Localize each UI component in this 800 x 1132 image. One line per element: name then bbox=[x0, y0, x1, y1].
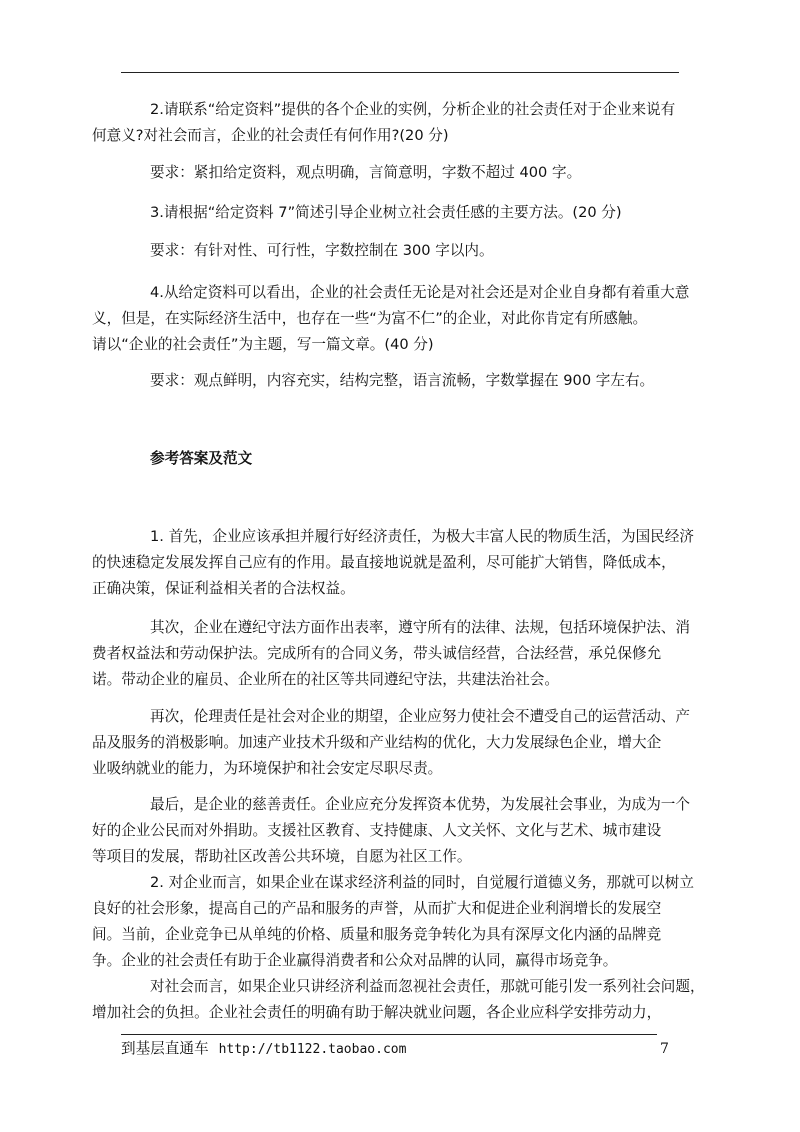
text-line: 诺。带动企业的雇员、企业所在的社区等共同遵纪守法，共建法治社会。 bbox=[92, 671, 560, 688]
text-line: 良好的社会形象，提高自己的产品和服务的声誉，从而扩大和促进企业利润增长的发展空 bbox=[92, 900, 662, 917]
text-line: 增加社会的负担。企业社会责任的明确有助于解决就业问题，各企业应科学安排劳动力， bbox=[92, 1004, 662, 1021]
page-number: 7 bbox=[660, 1041, 669, 1057]
answer-1-economic bbox=[92, 524, 694, 602]
text-line: 再次，伦理责任是社会对企业的期望，企业应努力使社会不遭受自己的运营活动、产 bbox=[150, 708, 690, 725]
text-line: 费者权益法和劳动保护法。完成所有的合同义务，带头诚信经营，合法经营，承兑保修允 bbox=[92, 645, 662, 662]
answer-2-society bbox=[92, 974, 705, 1026]
section-heading: 参考答案及范文 bbox=[150, 450, 253, 467]
text-line: 何意义?对社会而言，企业的社会责任有何作用?(20 分) bbox=[92, 127, 449, 144]
text-line: 其次，企业在遵纪守法方面作出表率，遵守所有的法律、法规，包括环境保护法、消 bbox=[150, 619, 690, 636]
text-line: 3.请根据“给定资料 7”简述引导企业树立社会责任感的主要方法。(20 分) bbox=[150, 204, 622, 221]
text-line: 等项目的发展，帮助社区改善公共环境，自愿为社区工作。 bbox=[92, 848, 472, 865]
text-line: 2. 对企业而言，如果企业在谋求经济利益的同时，自觉履行道德义务，那就可以树立 bbox=[150, 874, 694, 891]
footer bbox=[121, 1036, 406, 1063]
answer-1-charity bbox=[92, 792, 690, 870]
text-line: 义，但是，在实际经济生活中，也存在一些“为富不仁”的企业，对此你肯定有所感触。 bbox=[92, 310, 648, 327]
text-line: 要求：观点鲜明，内容充实，结构完整，语言流畅，字数掌握在 900 字左右。 bbox=[150, 372, 655, 389]
question-3-requirement bbox=[121, 238, 681, 264]
text-line: 2.请联系“给定资料”提供的各个企业的实例，分析企业的社会责任对于企业来说有 bbox=[150, 101, 676, 118]
answer-1-ethical bbox=[92, 704, 690, 782]
text-line: 要求：紧扣给定资料，观点明确，言简意明，字数不超过 400 字。 bbox=[150, 164, 582, 181]
text-line: 正确决策，保证利益相关者的合法权益。 bbox=[92, 580, 355, 597]
text-line: 间。当前，企业竞争已从单纯的价格、质量和服务竞争转化为具有深厚文化内涵的品牌竞 bbox=[92, 926, 662, 943]
text-line: 业吸纳就业的能力，为环境保护和社会安定尽职尽责。 bbox=[92, 760, 443, 777]
question-2-requirement bbox=[121, 160, 681, 186]
text-line: 争。企业的社会责任有助于企业赢得消费者和公众对品牌的认同，赢得市场竞争。 bbox=[92, 952, 618, 969]
text-line: 4.从给定资料可以看出，企业的社会责任无论是对社会还是对企业自身都有着重大意 bbox=[150, 284, 690, 301]
text-line: 最后，是企业的慈善责任。企业应充分发挥资本优势，为发展社会事业，为成为一个 bbox=[150, 796, 690, 813]
text-line: 的快速稳定发展发挥自己应有的作用。最直接地说就是盈利，尽可能扩大销售，降低成本， bbox=[92, 554, 676, 571]
text-line: 1. 首先，企业应该承担并履行好经济责任，为极大丰富人民的物质生活，为国民经济 bbox=[150, 528, 694, 545]
footer-rule bbox=[121, 1034, 657, 1035]
text-line: 品及服务的消极影响。加速产业技术升级和产业结构的优化，大力发展绿色企业，增大企 bbox=[92, 734, 662, 751]
text-line: 请以“企业的社会责任”为主题，写一篇文章。(40 分) bbox=[92, 336, 434, 353]
answer-2-enterprise bbox=[92, 870, 694, 974]
text-line: 要求：有针对性、可行性，字数控制在 300 字以内。 bbox=[150, 242, 494, 259]
question-3 bbox=[121, 200, 681, 226]
header-rule bbox=[121, 72, 679, 73]
text-line: 好的企业公民而对外捐助。支援社区教育、支持健康、人文关怀、文化与艺术、城市建设 bbox=[92, 822, 662, 839]
question-4 bbox=[92, 280, 690, 358]
text-line: 对社会而言，如果企业只讲经济利益而忽视社会责任，那就可能引发一系列社会问题， bbox=[150, 978, 705, 995]
footer-url-link[interactable]: http://tb1122.taobao.com bbox=[218, 1042, 407, 1057]
footer-label: 到基层直通车 bbox=[121, 1040, 209, 1057]
answer-1-legal bbox=[92, 615, 690, 693]
question-2 bbox=[92, 97, 681, 149]
question-4-requirement bbox=[121, 368, 681, 394]
